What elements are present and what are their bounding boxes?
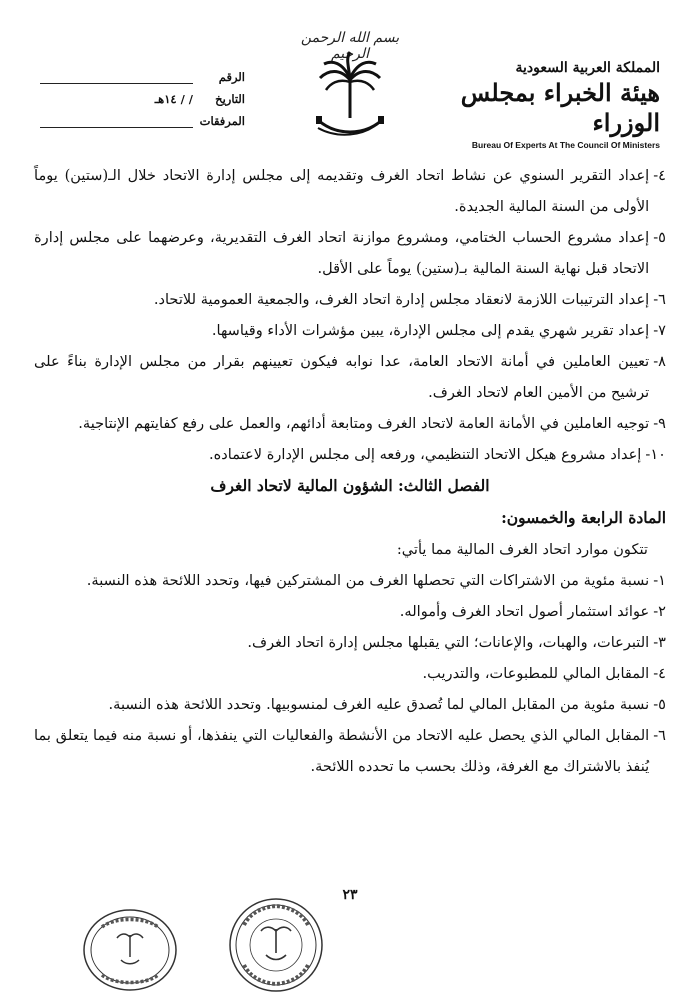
official-seal-icon	[226, 895, 326, 995]
item-text: إعداد مشروع هيكل الاتحاد التنظيمي، ورفعه إلى مجلس الإدارة لاعتماده.	[208, 446, 642, 463]
item-number: ٢-	[653, 603, 666, 620]
list-item	[34, 160, 666, 222]
list-item	[34, 658, 666, 689]
official-stamp-icon	[80, 905, 180, 995]
reference-number-line	[40, 71, 193, 84]
item-number: ١٠-	[645, 446, 666, 463]
resources-list	[34, 565, 666, 782]
item-text: إعداد الترتيبات اللازمة لانعقاد مجلس إدارة اتحاد الغرف، والجمعية العمومية للاتحاد.	[153, 291, 650, 308]
item-text: المقابل المالي الذي يحصل عليه الاتحاد من الأنشطة والفعاليات التي ينفذها، أو نسبة منه فيما يتعلق بما يُنفذ بالاشتراك مع الغرفة، وذلك بحسب ما تحدده اللائحة.	[34, 727, 650, 775]
item-text: إعداد مشروع الحساب الختامي، ومشروع موازنة اتحاد الغرف التقديرية، وعرضهما على مجلس إدارة الاتحاد قبل نهاية السنة المالية بـ(ستين) يوماً على الأقل.	[34, 229, 650, 277]
item-text: تعيين العاملين في أمانة الاتحاد العامة، عدا نوابه فيكون تعيينهم بقرار من مجلس الإدارة بناءً على ترشيح من الأمين العام لاتحاد الغرف.	[34, 353, 650, 401]
list-item	[34, 689, 666, 720]
list-item	[34, 565, 666, 596]
item-number: ٥-	[653, 696, 666, 713]
list-item	[34, 284, 666, 315]
country-name: المملكة العربية السعودية	[515, 60, 660, 76]
item-text: التبرعات، والهبات، والإعانات؛ التي يقبلها مجلس إدارة اتحاد الغرف.	[247, 634, 650, 651]
reference-block	[30, 62, 245, 128]
item-number: ٨-	[653, 353, 666, 370]
item-number: ٤-	[653, 665, 666, 682]
organization-name: هيئة الخبراء بمجلس الوزراء	[460, 78, 660, 137]
reference-number-label: الرقم	[218, 70, 245, 84]
date-row	[30, 84, 245, 106]
list-item	[34, 439, 666, 470]
list-item	[34, 627, 666, 658]
item-number: ٦-	[653, 291, 666, 308]
list-item	[34, 720, 666, 782]
item-text: عوائد استثمار أصول اتحاد الغرف وأمواله.	[399, 603, 650, 620]
item-number: ٥-	[653, 229, 666, 246]
item-number: ٧-	[653, 322, 666, 339]
date-label: التاريخ	[215, 92, 245, 106]
item-number: ٩-	[653, 415, 666, 432]
article-heading: المادة الرابعة والخمسون:	[501, 508, 666, 527]
list-item	[34, 596, 666, 627]
item-text: إعداد تقرير شهري يقدم إلى مجلس الإدارة، يبين مؤشرات الأداء وقياسها.	[211, 322, 650, 339]
item-number: ٣-	[653, 634, 666, 651]
item-text: نسبة مئوية من المقابل المالي لما تُصدق عليه الغرف لمنسوبيها. وتحدد اللائحة هذه النسبة.	[108, 696, 650, 713]
organization-name-english: Bureau Of Experts At The Council Of Ministers	[471, 140, 660, 150]
attachments-row	[30, 106, 245, 128]
reference-number-row	[30, 62, 245, 84]
basmala: بسم الله الرحمن الرحيم	[300, 30, 400, 62]
article-intro: تتكون موارد اتحاد الغرف المالية مما يأتي:	[396, 541, 648, 558]
duties-list	[34, 160, 666, 470]
list-item	[34, 222, 666, 284]
item-text: إعداد التقرير السنوي عن نشاط اتحاد الغرف وتقديمه إلى مجلس إدارة الاتحاد خلال الـ(ستين) يوماً الأولى من السنة المالية الجديدة.	[34, 167, 650, 215]
document-body	[34, 160, 666, 782]
attachments-line	[40, 115, 193, 128]
item-number: ٦-	[653, 727, 666, 744]
date-value: / / ١٤هـ	[154, 92, 193, 106]
page-number: ٢٣	[342, 887, 358, 903]
attachments-label: المرفقات	[199, 114, 245, 128]
list-item	[34, 315, 666, 346]
item-number: ٤-	[653, 167, 666, 184]
item-text: توجيه العاملين في الأمانة العامة لاتحاد الغرف ومتابعة أدائهم، والعمل على رفع كفايتهم الإنتاجية.	[78, 415, 650, 432]
item-text: المقابل المالي للمطبوعات، والتدريب.	[422, 665, 650, 682]
organization-letterhead	[430, 60, 660, 150]
item-number: ١-	[653, 572, 666, 589]
list-item	[34, 408, 666, 439]
list-item	[34, 346, 666, 408]
chapter-heading: الفصل الثالث: الشؤون المالية لاتحاد الغرف	[210, 476, 490, 495]
item-text: نسبة مئوية من الاشتراكات التي تحصلها الغرف من المشتركين فيها، وتحدد اللائحة هذه النسبة.	[86, 572, 650, 589]
saudi-emblem-icon	[312, 50, 388, 142]
